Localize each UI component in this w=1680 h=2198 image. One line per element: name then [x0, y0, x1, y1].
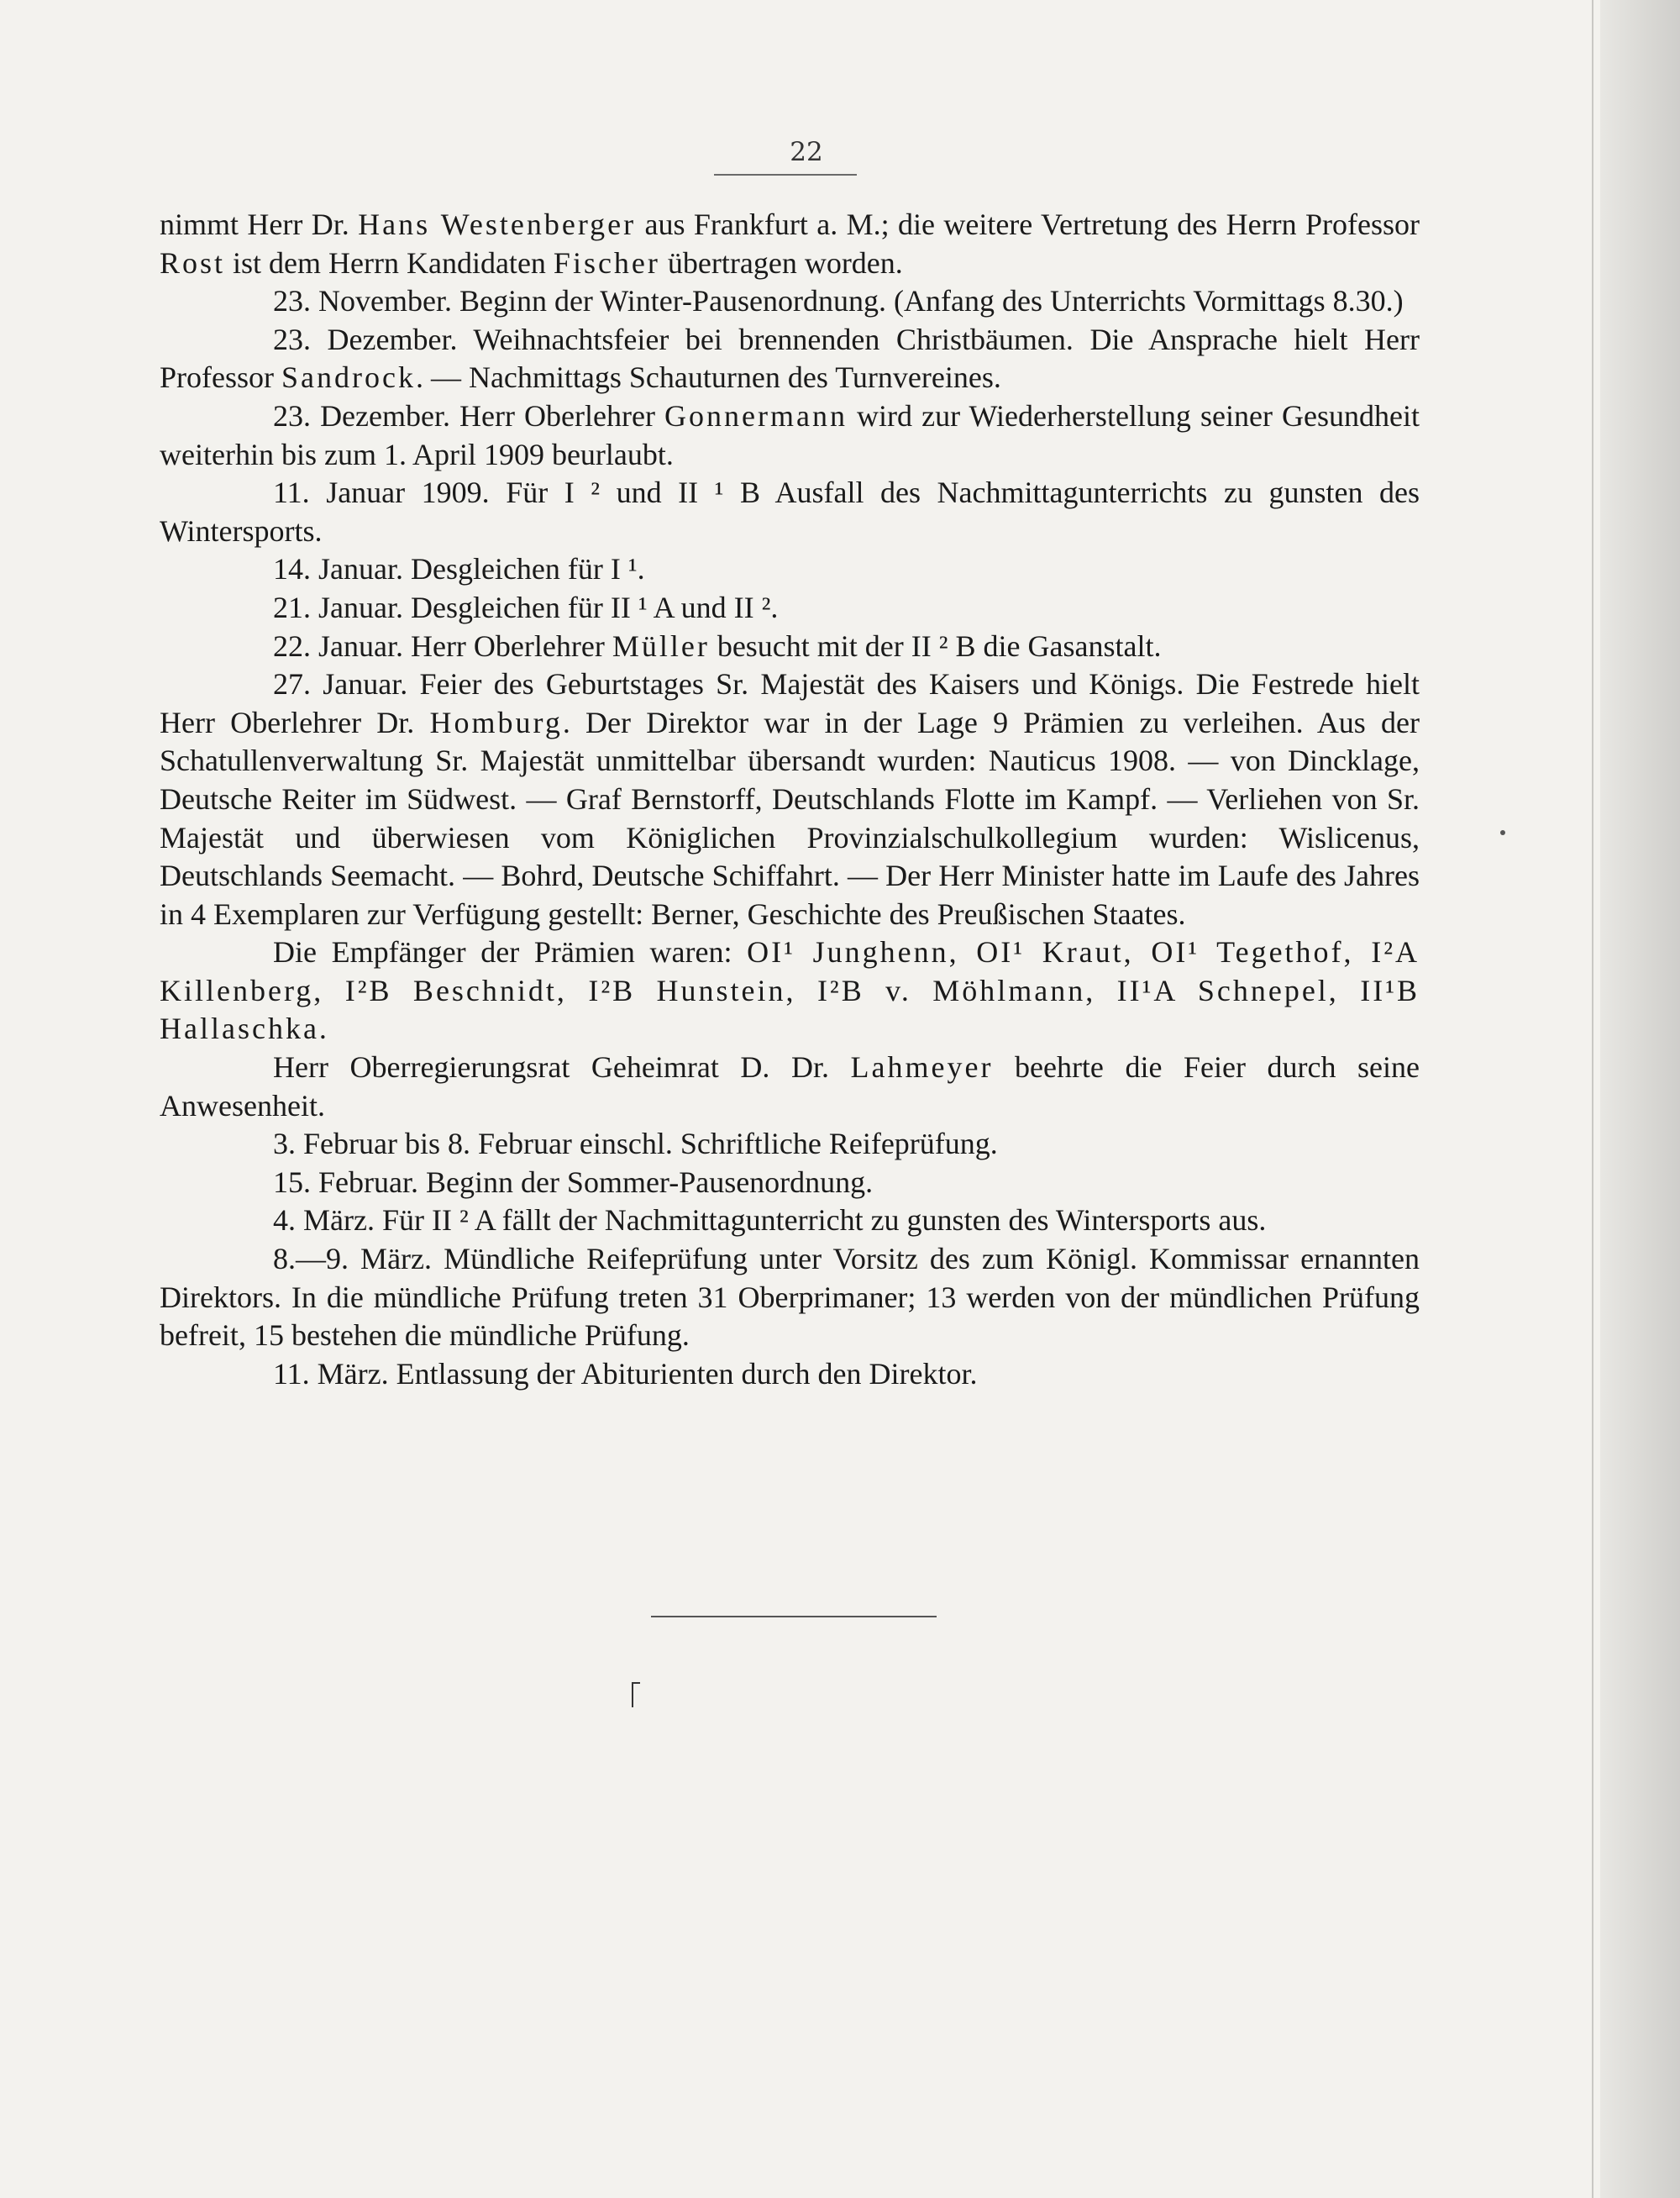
paragraph-substitute-teacher: nimmt Herr Dr. Hans Westenberger aus Frankfurt a. M.; die weitere Vertretung des Herrn Professor Rost ist dem Herrn Kandidaten Fischer übertragen worden. — [160, 208, 1420, 280]
paragraph-honor-guest: Herr Oberregierungsrat Geheimrat D. Dr. Lahmeyer beehrte die Feier durch seine Anwesenheit. — [160, 1050, 1420, 1123]
person-name: Hans Westenberger — [358, 208, 637, 241]
person-name: Müller — [612, 628, 710, 663]
person-name: Homburg — [429, 705, 563, 739]
person-name: Sandrock — [281, 360, 416, 395]
paragraph-jan21: 21. Januar. Desgleichen für II ¹ A und II ². — [273, 590, 779, 624]
paragraph-winter-schedule: 23. November. Beginn der Winter-Pausenordnung. (Anfang des Unterrichts Vormittags 8.30.) — [273, 284, 1404, 318]
page-number-rule — [714, 174, 857, 176]
paragraph-leave: 23. Dezember. Herr Oberlehrer Gonnermann wird zur Wiederherstellung seiner Gesundheit weiterhin bis zum 1. April 1909 beurlaubt. — [160, 398, 1420, 471]
paragraph-written-exam: 3. Februar bis 8. Februar einschl. Schriftliche Reifeprüfung. — [273, 1127, 998, 1161]
page-edge-line — [1592, 0, 1593, 2198]
person-name: Fischer — [553, 245, 660, 280]
paragraph-jan22: 22. Januar. Herr Oberlehrer Müller besucht mit der II ² B die Gasanstalt. — [273, 628, 1162, 663]
scan-mark — [632, 1682, 640, 1707]
paragraph-march4: 4. März. Für II ² A fällt der Nachmittagunterricht zu gunsten des Wintersports aus. — [273, 1203, 1267, 1238]
paragraph-kaisers-birthday: 27. Januar. Feier des Geburtstages Sr. Majestät des Kaisers und Königs. Die Festrede hielt Herr Oberlehrer Dr. Homburg. Der Direktor war in der Lage 9 Prämien zu verleihen. Aus der Schatullenverwaltung Sr. Majestät unmittelbar übersandt wurden: Nauticus 1908. — von Dincklage, Deutsche Reiter im Südwest. — Graf Bernstorff, Deutschlands Flotte im Kampf. — Verliehen von Sr. Majestät und überwiesen vom Königlichen Provinzialschulkollegium wurden: Wislicenus, Deutschlands Seemacht. — Bohrd, Deutsche Schiffahrt. — Der Herr Minister hatte im Laufe des Jahres in 4 Exemplaren zur Verfügung gestellt: Berner, Geschichte des Preußischen Staates. — [160, 667, 1420, 931]
paragraph-graduation: 11. März. Entlassung der Abiturienten durch den Direktor. — [273, 1356, 978, 1391]
paragraph-jan14: 14. Januar. Desgleichen für I ¹. — [273, 552, 645, 586]
page-number: 22 — [790, 137, 823, 167]
recipient-list: OI¹ Junghenn, OI¹ Kraut, OI¹ Tegethof, I²A Killenberg, I²B Beschnidt, I²B Hunstein, I²B v. Möhlmann, II¹A Schnepel, II¹B Hallaschka. — [160, 935, 1420, 1046]
paragraph-christmas: 23. Dezember. Weihnachtsfeier bei brennenden Christbäumen. Die Ansprache hielt Herr Professor Sandrock. — Nachmittags Schauturnen des Turnvereines. — [160, 322, 1420, 395]
paragraph-prize-recipients: Die Empfänger der Prämien waren: OI¹ Junghenn, OI¹ Kraut, OI¹ Tegethof, I²A Killenberg, I²B Beschnidt, I²B Hunstein, I²B v. Möhlmann, II¹A Schnepel, II¹B Hallaschka. — [160, 935, 1420, 1046]
person-name: Lahmeyer — [850, 1050, 994, 1085]
closing-rule — [651, 1616, 937, 1617]
person-name: Rost — [160, 245, 226, 280]
page-edge-shadow — [1600, 0, 1680, 2198]
paragraph-oral-exam: 8.—9. März. Mündliche Reifeprüfung unter Vorsitz des zum Königl. Kommissar ernannten Direktors. In die mündliche Prüfung treten 31 Oberprimaner; 13 werden von der mündlichen Prüfung befreit, 15 bestehen die mündliche Prüfung. — [160, 1242, 1420, 1353]
scan-dot — [1500, 830, 1505, 835]
document-body — [160, 206, 1420, 1393]
paragraph-summer-schedule: 15. Februar. Beginn der Sommer-Pausenordnung. — [273, 1165, 874, 1199]
paragraph-wintersport-jan11: 11. Januar 1909. Für I ² und II ¹ B Ausfall des Nachmittagunterrichts zu gunsten des Wintersports. — [160, 476, 1420, 548]
person-name: Gonnermann — [664, 398, 848, 433]
